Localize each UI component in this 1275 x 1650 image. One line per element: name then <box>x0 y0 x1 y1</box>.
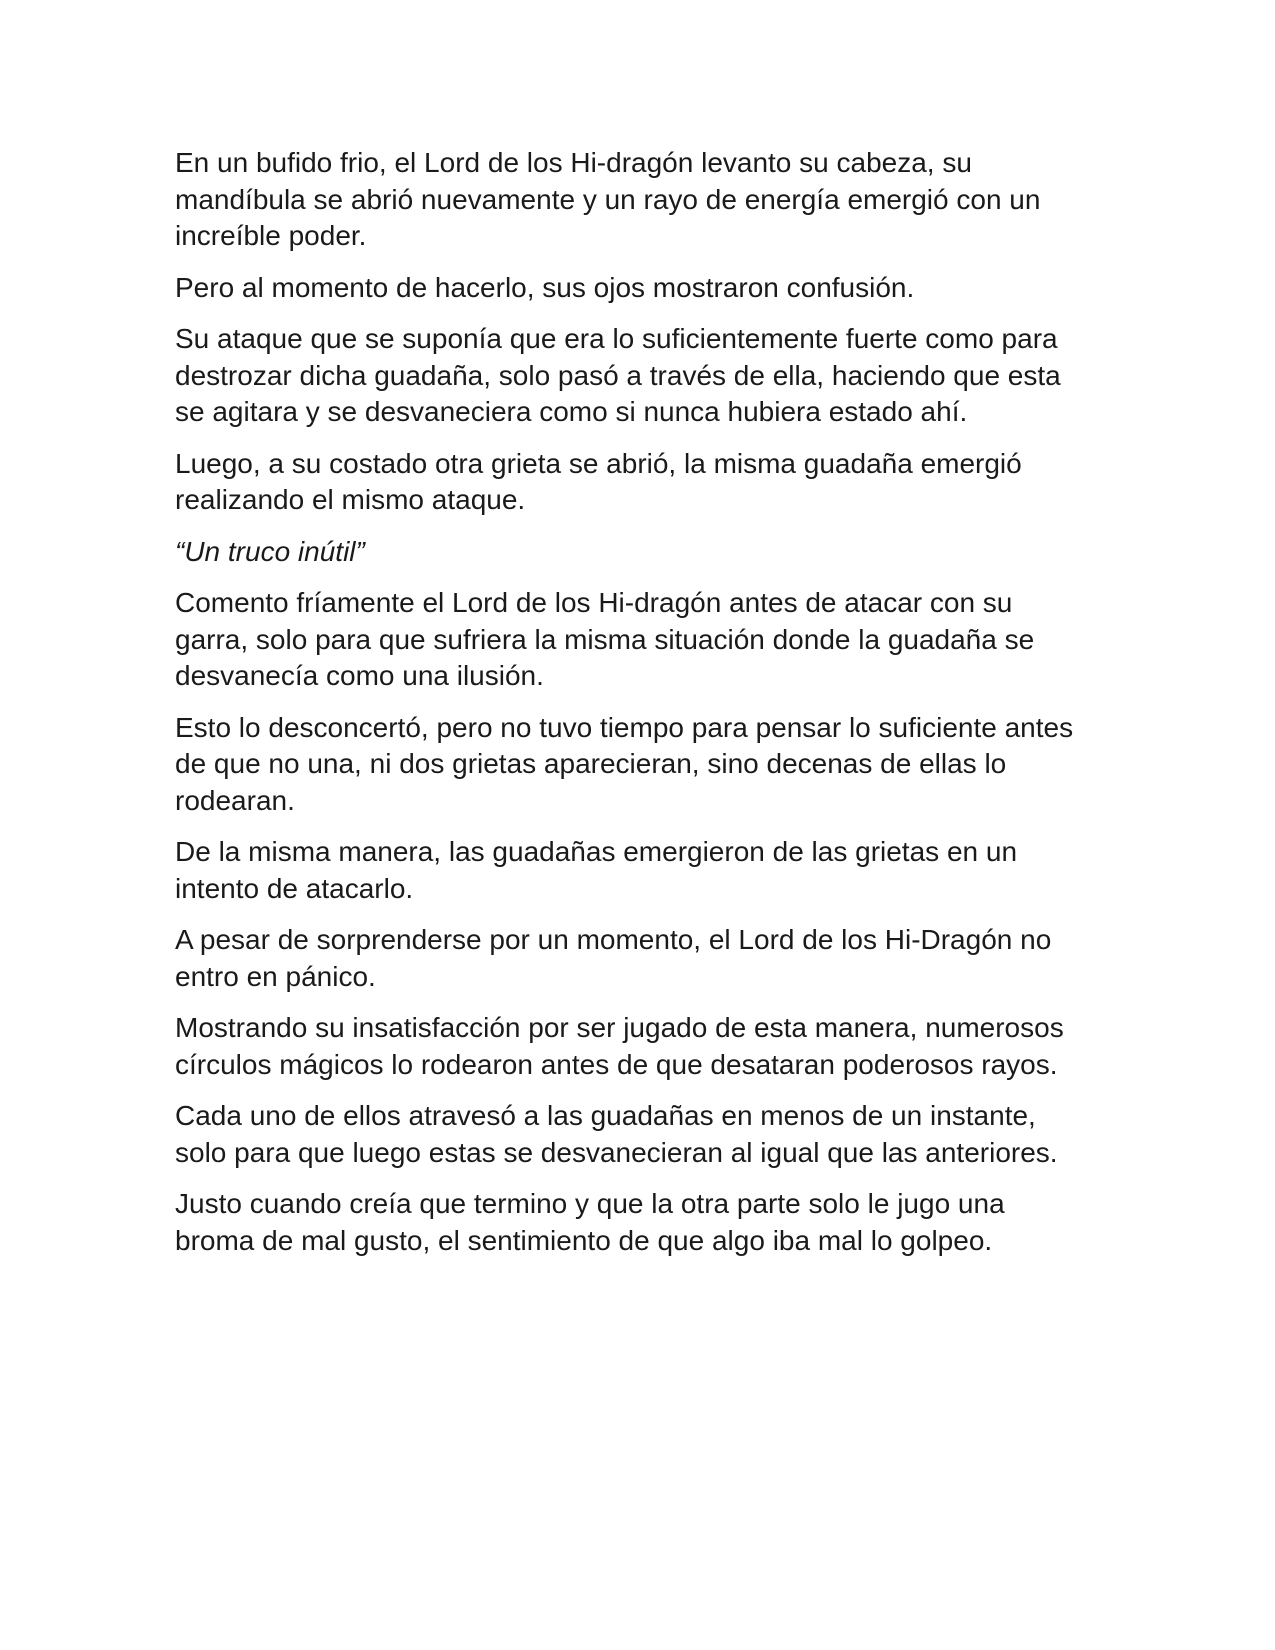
paragraph: Mostrando su insatisfacción por ser jugado de esta manera, numerosos círculos mágicos lo rodearon antes de que desataran poderosos rayos. <box>175 1012 1064 1080</box>
paragraph: Justo cuando creía que termino y que la otra parte solo le jugo una broma de mal gusto, el sentimiento de que algo iba mal lo golpeo. <box>175 1188 1005 1256</box>
paragraph: Comento fríamente el Lord de los Hi-dragón antes de atacar con su garra, solo para que sufriera la misma situación donde la guadaña se desvanecía como una ilusión. <box>175 587 1035 691</box>
paragraph: En un bufido frio, el Lord de los Hi-dragón levanto su cabeza, su mandíbula se abrió nuevamente y un rayo de energía emergió con un increíble poder. <box>175 147 1041 251</box>
paragraph: De la misma manera, las guadañas emergieron de las grietas en un intento de atacarlo. <box>175 836 1018 904</box>
paragraph: Luego, a su costado otra grieta se abrió, la misma guadaña emergió realizando el mismo ataque. <box>175 447 1022 515</box>
paragraph: A pesar de sorprenderse por un momento, el Lord de los Hi-Dragón no entro en pánico. <box>175 924 1052 992</box>
dialogue-line: “Un truco inútil” <box>175 535 365 567</box>
document-body <box>175 145 1090 1274</box>
paragraph: Esto lo desconcertó, pero no tuvo tiempo para pensar lo suficiente antes de que no una, ni dos grietas aparecieran, sino decenas de ellas lo rodearan. <box>175 711 1074 816</box>
paragraph: Su ataque que se suponía que era lo suficientemente fuerte como para destrozar dicha guadaña, solo pasó a través de ella, haciendo que esta se agitara y se desvaneciera como si nunca hubiera estado ahí. <box>175 323 1061 427</box>
paragraph: Cada uno de ellos atravesó a las guadañas en menos de un instante, solo para que luego estas se desvanecieran al igual que las anteriores. <box>175 1100 1058 1168</box>
paragraph: Pero al momento de hacerlo, sus ojos mostraron confusión. <box>175 271 915 303</box>
